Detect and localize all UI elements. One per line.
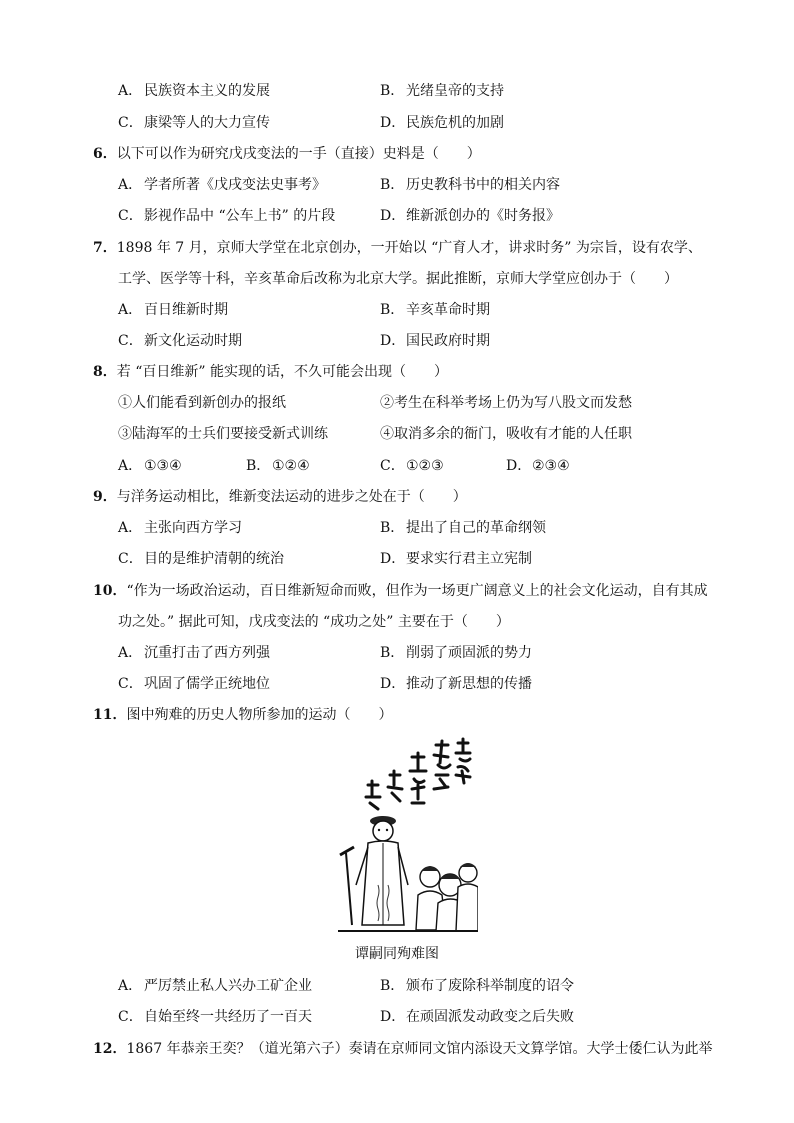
q9-stem: 9．与洋务运动相比，维新变法运动的进步之处在于（ ） [93,489,467,505]
q6-stem: 6．以下可以作为研究戊戌变法的一手（直接）史料是（ ） [93,146,481,162]
q8-option-c: C．①②③ [380,458,444,474]
q9-option-a: A． 主张向西方学习 [118,520,242,536]
q9-option-d: D．要求实行君主立宪制 [380,551,532,567]
q11-figure-caption: 谭嗣同殉难图 [355,946,439,962]
q5-option-b: B． 光绪皇帝的支持 [380,83,504,99]
q6-option-b: B． 历史教科书中的相关内容 [380,177,560,193]
q5-option-d: D．民族危机的加剧 [380,115,504,131]
q6-option-d: D．维新派创办的《时务报》 [380,208,560,224]
q11-option-a: A． 严厉禁止私人兴办工矿企业 [118,978,312,994]
q11-stem: 11．图中殉难的历史人物所参加的运动（ ） [93,707,393,723]
q8-stem: 8．若 “百日维新” 能实现的话，不久可能会出现（ ） [93,364,448,380]
q6-option-c: C．影视作品中 “公车上书” 的片段 [118,208,336,224]
q8-item-3: ③陆海军的士兵们要接受新式训练 [118,426,328,442]
q7-option-b: B． 辛亥革命时期 [380,302,490,318]
q7-option-a: A． 百日维新时期 [118,302,228,318]
q7-option-d: D．国民政府时期 [380,333,490,349]
q10-option-b: B． 削弱了顽固派的势力 [380,645,532,661]
q9-option-c: C．目的是维护清朝的统治 [118,551,284,567]
q8-item-4: ④取消多余的衙门，吸收有才能的人任职 [380,426,632,442]
q7-stem-line2: 工学、医学等十科，辛亥革命后改称为北京大学。据此推断，京师大学堂应创办于（ ） [118,271,678,287]
q10-stem-line1: 10．“作为一场政治运动，百日维新短命而败，但作为一场更广阔意义上的社会文化运动，自有其成 [93,583,708,599]
q10-option-a: A． 沉重打击了西方列强 [118,645,270,661]
q8-option-a: A． ①③④ [118,458,182,474]
q10-stem-line2: 功之处。” 据此可知，戊戌变法的 “成功之处” 主要在于（ ） [118,614,510,630]
q8-item-2: ②考生在科举考场上仍为写八股文而发愁 [380,395,632,411]
q8-item-1: ①人们能看到新创办的报纸 [118,395,286,411]
q9-option-b: B． 提出了自己的革命纲领 [380,520,546,536]
q10-option-c: C．巩固了儒学正统地位 [118,676,270,692]
q12-stem: 12．1867 年恭亲王奕？（道光第六子）奏请在京师同文馆内添设天文算学馆。大学士倭仁认为此举 [93,1041,713,1057]
q5-option-c: C．康梁等人的大力宣传 [118,115,270,131]
q11-option-d: D．在顽固派发动政变之后失败 [380,1009,574,1025]
q7-stem-line1: 7．1898 年 7 月，京师大学堂在北京创办，一开始以 “广育人才，讲求时务” 为宗旨，设有农学、 [93,240,702,256]
q8-option-b: B． ①②④ [246,458,310,474]
q11-option-b: B． 颁布了废除科举制度的诏令 [380,978,574,994]
q11-option-c: C．自始至终一共经历了一百天 [118,1009,312,1025]
q6-option-a: A． 学者所著《戊戌变法史事考》 [118,177,326,193]
tan-sitong-martyrdom-illustration [338,735,478,935]
q7-option-c: C．新文化运动时期 [118,333,242,349]
q10-option-d: D．推动了新思想的传播 [380,676,532,692]
q5-option-a: A． 民族资本主义的发展 [118,83,270,99]
q8-option-d: D．②③④ [506,458,570,474]
